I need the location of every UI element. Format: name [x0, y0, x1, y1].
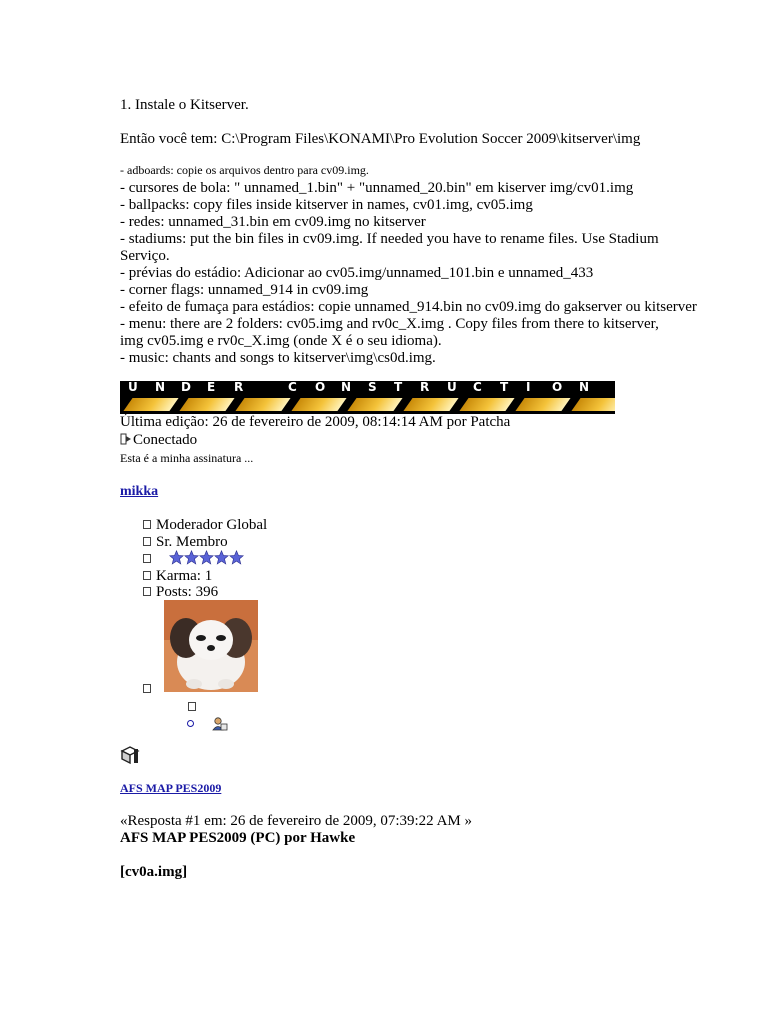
rank-stars	[169, 550, 244, 570]
banner-letter: D	[181, 381, 191, 394]
banner-letter: R	[234, 381, 244, 394]
star-icon	[169, 550, 184, 565]
instruction-line: - stadiums: put the bin files in cv09.img. If needed you have to rename files. Use Stadium	[120, 231, 659, 247]
profile-karma: Karma: 1	[143, 568, 212, 585]
banner-stripe	[459, 398, 514, 411]
instruction-line: Serviço.	[120, 248, 170, 264]
view-profile-icon[interactable]	[212, 717, 228, 731]
circle-bullet-icon	[187, 720, 194, 727]
banner-letter: N	[579, 381, 590, 394]
instruction-line: - menu: there are 2 folders: cv05.img and rv0c_X.img . Copy files from there to kitserver,	[120, 316, 659, 332]
banner-letter: N	[155, 381, 166, 394]
star-icon	[199, 550, 214, 565]
avatar	[164, 600, 258, 692]
install-path-text: Então você tem: C:\Program Files\KONAMI\Pro Evolution Soccer 2009\kitserver\img	[120, 131, 641, 147]
reply-file-label: [cv0a.img]	[120, 864, 188, 880]
bullet-box-icon	[143, 571, 151, 580]
banner-stripe	[347, 398, 402, 411]
bullet-box-icon	[143, 684, 151, 693]
last-edit-text: Última edição: 26 de fevereiro de 2009, 08:14:14 AM por Patcha	[120, 414, 511, 430]
banner-letter: E	[207, 381, 216, 394]
instruction-line: - ballpacks: copy files inside kitserver in names, cv01.img, cv05.img	[120, 197, 533, 213]
bullet-box-icon	[143, 537, 151, 546]
instructions-list	[120, 180, 697, 367]
topic-link[interactable]: AFS MAP PES2009	[120, 781, 222, 795]
banner-stripe	[123, 398, 178, 411]
profile-posts: Posts: 396	[143, 584, 218, 601]
banner-stripe	[403, 398, 458, 411]
banner-letter: N	[341, 381, 352, 394]
banner-letter: U	[128, 381, 138, 394]
reply-title: AFS MAP PES2009 (PC) por Hawke	[120, 830, 356, 846]
instruction-line: - prévias do estádio: Adicionar ao cv05.img/unnamed_101.bin e unnamed_433	[120, 265, 594, 281]
banner-letter: O	[315, 381, 326, 394]
banner-letter: O	[552, 381, 563, 394]
reply-header: «Resposta #1 em: 26 de fevereiro de 2009, 07:39:22 AM »	[120, 813, 473, 829]
profile-link-row	[187, 715, 228, 733]
banner-letter: I	[526, 381, 531, 394]
bullet-box-icon	[143, 520, 151, 529]
online-status	[120, 432, 197, 449]
bullet-box-icon	[188, 702, 196, 711]
banner-stripe	[179, 398, 234, 411]
online-status-icon	[120, 433, 133, 445]
profile-rank: Sr. Membro	[143, 534, 228, 551]
instruction-line: img cv05.img e rv0c_X.img (onde X é o seu idioma).	[120, 333, 442, 349]
banner-letter: S	[368, 381, 377, 394]
banner-stripe	[571, 398, 615, 411]
instruction-line: - music: chants and songs to kitserver\img\cs0d.img.	[120, 350, 436, 366]
online-status-label: Conectado	[133, 432, 198, 448]
step-1-text: 1. Instale o Kitserver.	[120, 97, 249, 113]
banner-letter: C	[473, 381, 482, 394]
profile-stars-row	[143, 550, 244, 570]
banner-letter: C	[288, 381, 297, 394]
banner-stripe	[291, 398, 346, 411]
banner-letter: T	[394, 381, 403, 394]
under-construction-banner	[120, 381, 615, 414]
instruction-line: - efeito de fumaça para estádios: copie unnamed_914.bin no cv09.img do gakserver ou kitserver	[120, 299, 697, 315]
instruction-line: - corner flags: unnamed_914 in cv09.img	[120, 282, 369, 298]
signature-text: Esta é a minha assinatura ...	[120, 451, 254, 465]
banner-stripe	[515, 398, 570, 411]
instruction-line: - redes: unnamed_31.bin em cv09.img no kitserver	[120, 214, 426, 230]
topic-icon	[120, 745, 140, 770]
adboards-text: - adboards: copie os arquivos dentro para cv09.img.	[120, 163, 369, 177]
banner-letter: T	[500, 381, 509, 394]
username-link[interactable]: mikka	[120, 484, 159, 499]
star-icon	[229, 550, 244, 565]
star-icon	[184, 550, 199, 565]
instruction-line: - cursores de bola: " unnamed_1.bin" + "unnamed_20.bin" em kiserver img/cv01.img	[120, 180, 634, 196]
banner-letter: U	[447, 381, 457, 394]
banner-letter: R	[420, 381, 430, 394]
banner-stripe	[235, 398, 290, 411]
star-icon	[214, 550, 229, 565]
bullet-box-icon	[143, 554, 151, 563]
profile-role: Moderador Global	[143, 517, 267, 534]
bullet-box-icon	[143, 587, 151, 596]
